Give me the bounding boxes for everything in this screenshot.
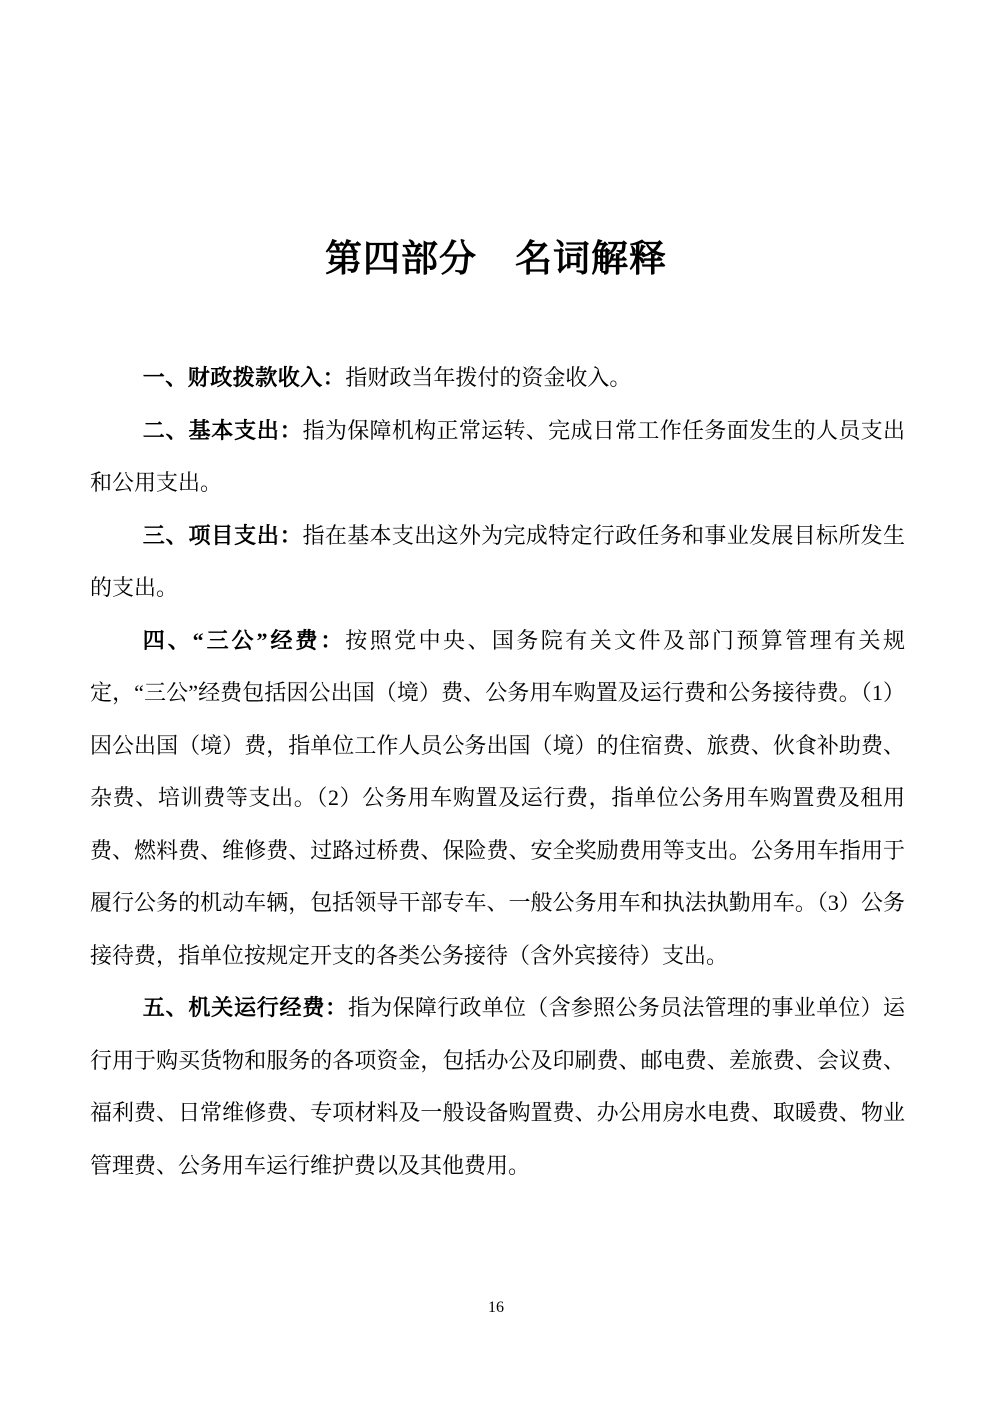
term-definition-fiscal-appropriation-income: 指财政当年拨付的资金收入。: [345, 365, 632, 390]
term-paragraph-fiscal-appropriation-income: [90, 352, 905, 405]
term-paragraph-project-expenditure: [90, 510, 905, 615]
term-label-project-expenditure: 三、项目支出：: [142, 522, 303, 548]
page-number: 16: [488, 1299, 504, 1316]
term-paragraph-agency-operating-funds: [90, 982, 905, 1192]
term-definition-basic-expenditure: 指为保障机构正常运转、完成日常工作任务面发生的人员支出和公用支出。: [90, 417, 905, 495]
term-label-three-public-funds: 四、“三公”经费：: [142, 627, 346, 653]
term-definition-project-expenditure: 指在基本支出这外为完成特定行政任务和事业发展目标所发生的支出。: [90, 522, 905, 600]
term-paragraph-basic-expenditure: [90, 405, 905, 510]
term-label-fiscal-appropriation-income: 一、财政拨款收入：: [142, 365, 346, 390]
term-label-agency-operating-funds: 五、机关运行经费：: [142, 995, 348, 1020]
term-definition-agency-operating-funds: 指为保障行政单位（含参照公务员法管理的事业单位）运行用于购买货物和服务的各项资金，包括办公及印刷费、邮电费、差旅费、会议费、福利费、日常维修费、专项材料及一般设备购置费、办公用房水电费、取暖费、物业管理费、公务用车运行维护费以及其他费用。: [90, 995, 905, 1178]
term-paragraph-three-public-funds: [90, 615, 905, 983]
page-title: 第四部分 名词解释: [325, 238, 667, 279]
term-definition-three-public-funds: 按照党中央、国务院有关文件及部门预算管理有关规定，“三公”经费包括因公出国（境）费、公务用车购置及运行费和公务接待费。（1）因公出国（境）费，指单位工作人员公务出国（境）的住宿费、旅费、伙食补助费、杂费、培训费等支出。（2）公务用车购置及运行费，指单位公务用车购置费及租用费、燃料费、维修费、过路过桥费、保险费、安全奖励费用等支出。公务用车指用于履行公务的机动车辆，包括领导干部专车、一般公务用车和执法执勤用车。（3）公务接待费，指单位按规定开支的各类公务接待（含外宾接待）支出。: [90, 627, 905, 968]
term-label-basic-expenditure: 二、基本支出：: [142, 417, 303, 443]
document-body: [90, 352, 905, 1192]
